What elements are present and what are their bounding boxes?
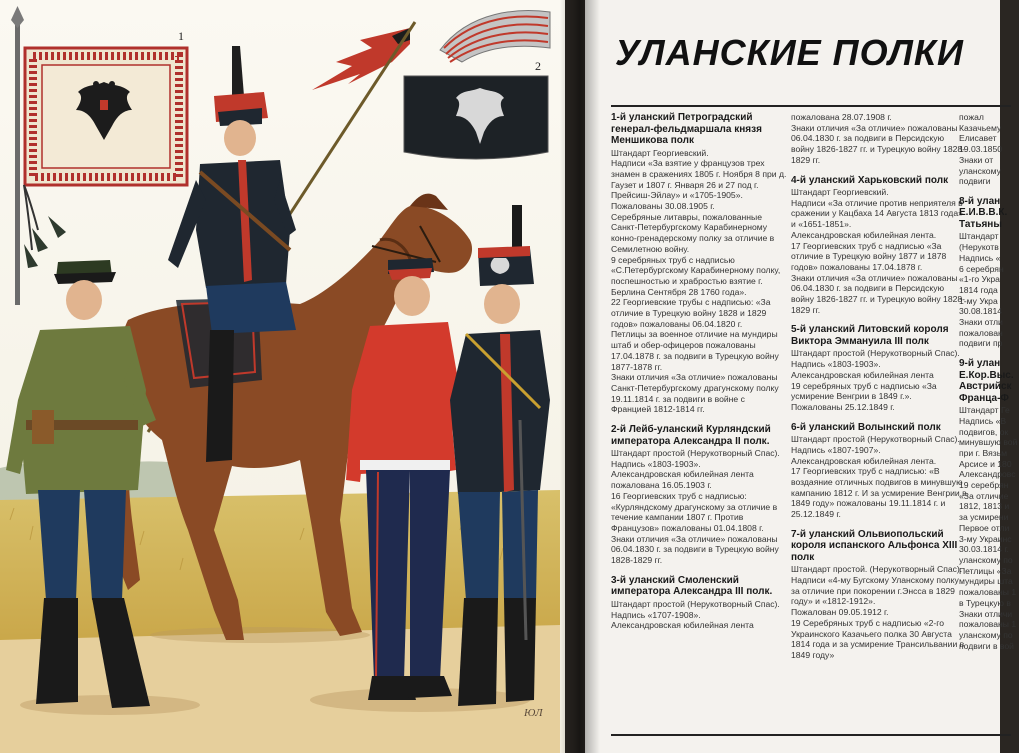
regiment-entry: [791, 112, 967, 166]
regiment-entry: [611, 575, 787, 631]
regiment-heading: 8-й улан Е.И.В.В.К. Татьяны: [959, 195, 1008, 230]
regiment-text: Штандарт простой (Нерукотворный Спас). Надпись «1803-1903». Александровская юбилейная лента пожалована 16.05.1903 г. 16 Георгиевских труб с надписью: «Курляндскому драгунскому за отличие в течение кампании 1807 г. Против Французов» пожалованы 01.04.1808 г. Знаки отличия «За отличие» пожалованы 06.04.1830 г. за подвиги в Турецкую войну 1828-1829 гг.: [611, 448, 780, 566]
regiment-entry: [791, 422, 967, 520]
regiment-text: Штандарт Ге Надпись «В подвигов, ок минувшую вой при г. Вязьм Арсисе и 180 Александровс 19 серебрян «За отличие 1812, 1813 и за усмирени Первое отли 3-му Украинс 30.03.1814 г. уланскому по Петлицы «За мундиры шта пожалованы 1 в Турецкую в Знаки отличи пожалованы 1 уланскому по подвиги в вой: [959, 405, 1018, 651]
regiment-heading: 9-й улан Е.Кор.Выс. Австрийск Франца-Ф: [959, 358, 1014, 404]
text-column-2: [791, 112, 967, 670]
regiment-heading: 5-й уланский Литовский короля Виктора Эммануила III полк: [791, 324, 949, 347]
regiment-entry: [791, 324, 967, 412]
regiment-heading: 4-й уланский Харьковский полк: [791, 174, 949, 186]
regiment-entry: [959, 358, 1019, 651]
text-column-3: [959, 112, 1019, 660]
text-column-1: [611, 112, 787, 640]
plate-number-1: 1: [178, 29, 184, 43]
regiment-entry: [611, 424, 787, 566]
bottom-rule: [611, 734, 1011, 736]
title-rule: [611, 105, 1011, 107]
plate-number-2: 2: [535, 59, 541, 73]
regiment-entry: [791, 175, 967, 316]
page-title: УЛАНСКИЕ ПОЛКИ: [615, 32, 964, 73]
regiment-entry: [611, 112, 787, 415]
regiment-heading: 2-й Лейб-уланский Курляндский императора Александра II полк.: [611, 424, 771, 447]
regiment-text: Штандарт простой. (Нерукотворный Спас). Надписи «4-му Бугскому Уланскому полку за отличие при покорении г.Энсса в 1829 году» и «1812-1912». Пожалован 09.05.1912 г. 19 Серебряных труб с надписью «2-го Украинского Казачьего полка 30 Августа 1814 года и за усмирение Трансильвании в 1849 году»: [791, 564, 965, 660]
regiment-entry: [959, 196, 1019, 349]
right-page-text: [585, 0, 1018, 753]
regiment-text: Штандарт Георгиевский. Надписи «За отличие против неприятеля в сражении у Кацбаха 14 Августа 1813 года» и «1651-1851». Александровская юбилейная лента. 17 Георгиевских труб с надписью «За отличие в Турецкую войну 1877 и 1878 годов» пожалованы 17.04.1878 г. Знаки отличия «За отличие» пожалованы 06.04.1830 г. за подвиги в Персидскую войну 1826-1827 гг. и Турецкую войну 1828-1829 гг.: [791, 187, 966, 315]
artist-signature: ЮЛ: [524, 707, 543, 719]
regiment-text: Штандарт простой (Нерукотворный Спас). Надпись «1807-1907». Александровская юбилейная лента. 17 Георгиевских труб с надписью: «В воздаяние отличных подвигов в минувшую кампанию 1812 г. И за усмирение Венгрии в 1849 году» пожалованы 19.11.1814 г. и 25.12.1849 г.: [791, 434, 967, 520]
regiment-heading: 7-й уланский Ольвиопольский короля испанского Альфонса XIII полк: [791, 528, 958, 563]
regiment-heading: 1-й уланский Петроградский генерал-фельдмаршала князя Меншикова полк: [611, 112, 762, 146]
regiment-entry: [791, 529, 967, 661]
regiment-text: пожалована 28.07.1908 г. Знаки отличия «За отличие» пожалованы 06.04.1830 г. за подвиги в Персидскую войну 1826-1827 гг. и Турецкую войну 1828-1829 гг.: [791, 112, 966, 165]
regiment-text: пожал Казачьему Елисавет 19.03.1850 Знаки от уланскому подвиги: [959, 112, 1003, 187]
regiment-text: Штандарт (Нерукотв Надпись « 6 серебрян «1-го Укра 1814 года 1-му Укра 30.08.1814 Знаки отли пожалован подвиги пр: [959, 231, 1004, 349]
regiment-text: Штандарт простой (Нерукотворный Спас). Надпись «1803-1903». Александровская юбилейная лента 19 серебряных труб с надписью «За усмирение Венгрии в 1849 г.». Пожалованы 25.12.1849 г.: [791, 348, 960, 412]
book-gutter: [560, 0, 600, 753]
regiment-entry: [959, 112, 1019, 187]
regiment-heading: 3-й уланский Смоленский императора Александра III полк.: [611, 574, 773, 598]
regiment-text: Штандарт Георгиевский. Надписи «За взятие у французов трех знамен в сражениях 1805 г. Ноября 8 при д. Гаузет и 1807 г. Января 26 и 27 под г. Прейсиш-Эйлау» и «1705-1905». Пожалованы 30.08.1905 г. Серебряные литавры, пожалованные Санкт-Петербургскому Карабинерному конно-гренадерскому полку за отличие в Семилетною войну. 9 серебряных труб с надписью «С.Петербургскому Карабинерному полку, поспешностью и храбростью взятие г. Берлина Сентября 28 1760 года». 22 Георгиевские трубы с надписью: «За отличие в Турецкую войну 1828 и 1829 годов» пожалованы 06.04.1820 г. Петлицы за военное отличие на мундиры штаб и обер-офицеров пожалованы 17.04.1878 г. за подвиги в Турецкую войну 1877-1878 гг. Знаки отличия «За отличие» пожалованы Санкт-Петербургскому драгунскому полку 19.11.1814 г. за подвиги в войне с Францией 1812-1814 гг.: [611, 147, 787, 415]
regiment-text: Штандарт простой (Нерукотворный Спас). Надпись «1707-1908». Александровская юбилейная лента: [611, 598, 780, 631]
regiment-heading: 6-й уланский Волынский полк: [791, 421, 941, 433]
